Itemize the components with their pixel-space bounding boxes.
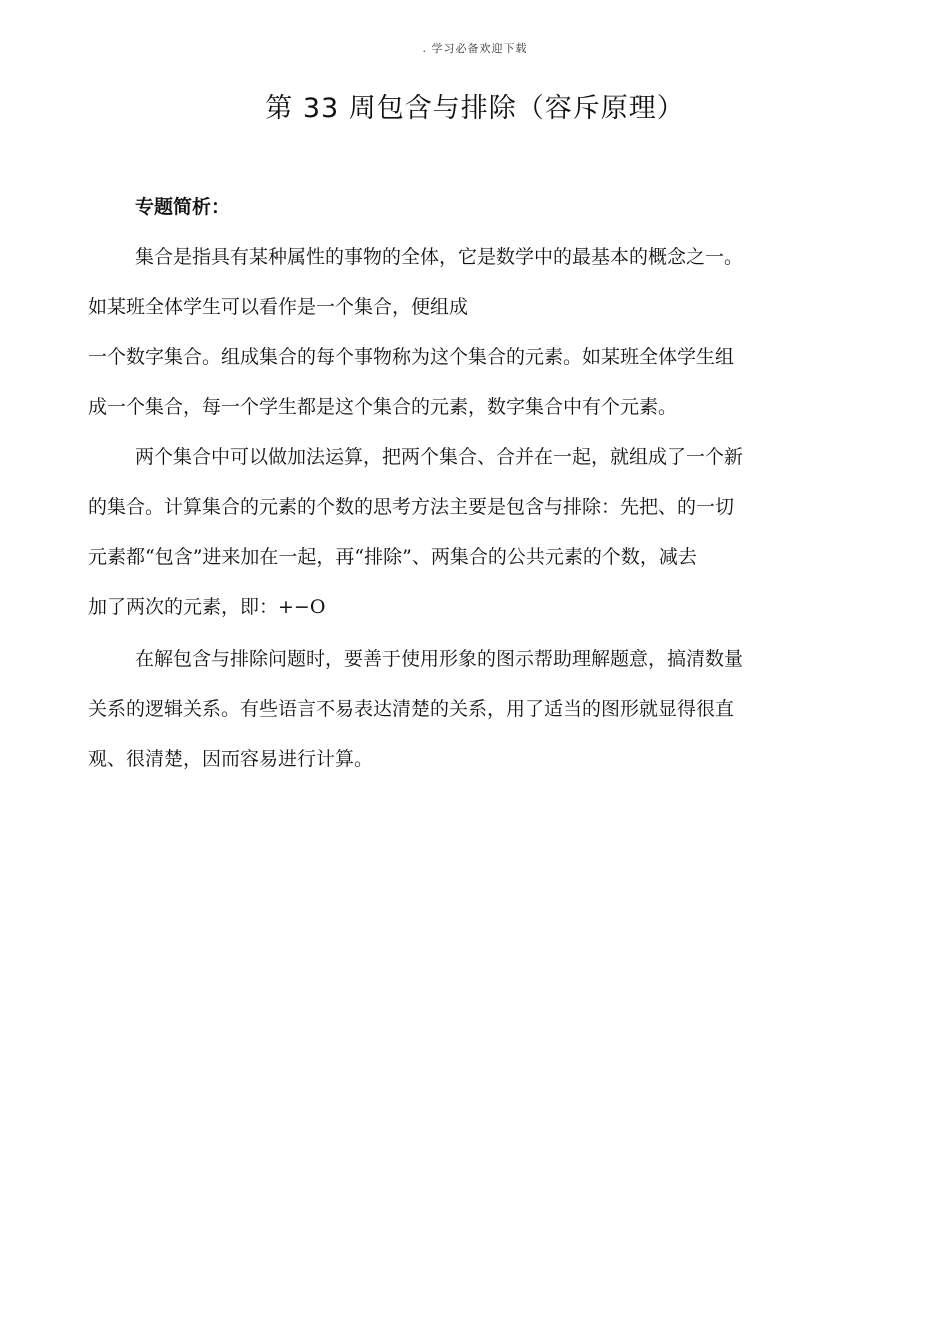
paragraph-line: 元素都“包含”进来加在一起，再“排除”、两集合的公共元素的个数，减去 [88, 546, 697, 568]
paragraph-line: 的集合。计算集合的元素的个数的思考方法主要是包含与排除：先把、的一切 [88, 496, 735, 518]
paragraph-line: 加了两次的元素，即：+−O [88, 596, 326, 618]
page-title: 第 33 周包含与排除（容斥原理） [265, 93, 685, 124]
paragraph-line: 关系的逻辑关系。有些语言不易表达清楚的关系，用了适当的图形就显得很直 [88, 698, 735, 720]
paragraph-intro [88, 232, 868, 432]
section-heading: 专题简析： [135, 196, 231, 218]
paragraph-line: 如某班全体学生可以看作是一个集合，便组成 [88, 296, 469, 318]
paragraph-line: 两个集合中可以做加法运算，把两个集合、合并在一起，就组成了一个新 [135, 446, 744, 468]
paragraph-addition [88, 432, 868, 632]
paragraph-line: 一个数字集合。组成集合的每个事物称为这个集合的元素。如某班全体学生组 [88, 346, 735, 368]
header-note: . 学习必备欢迎下载 [422, 42, 528, 55]
paragraph-line: 观、很清楚，因而容易进行计算。 [88, 748, 374, 770]
paragraph-line: 集合是指具有某种属性的事物的全体，它是数学中的最基本的概念之一。 [135, 246, 744, 268]
paragraph-method [88, 634, 868, 784]
paragraph-line: 在解包含与排除问题时，要善于使用形象的图示帮助理解题意，搞清数量 [135, 648, 744, 670]
paragraph-line: 成一个集合，每一个学生都是这个集合的元素，数字集合中有个元素。 [88, 396, 678, 418]
